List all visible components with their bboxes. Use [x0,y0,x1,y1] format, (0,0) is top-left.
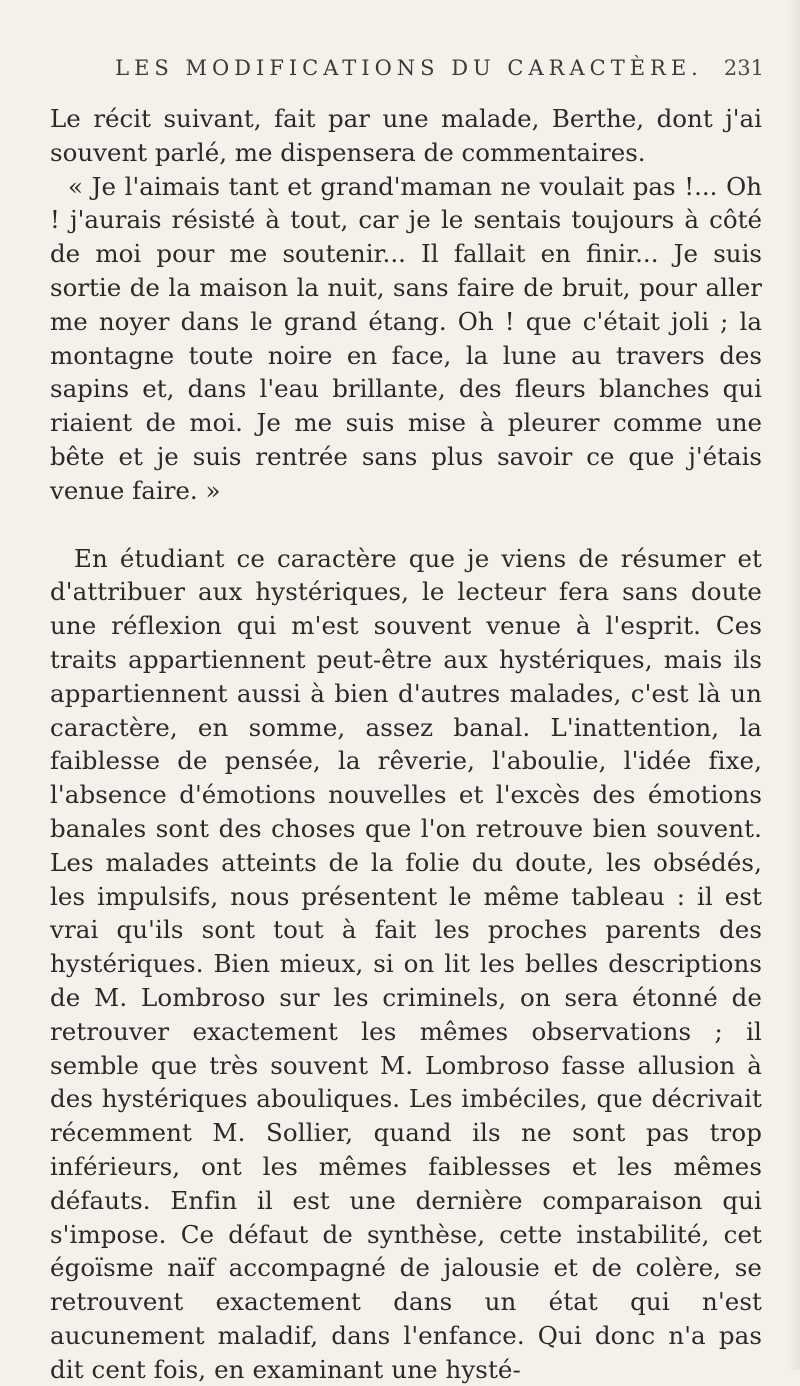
paragraph-main: En étudiant ce caractère que je viens de résumer et d'attribuer aux hystériques, le lecteur fera sans doute une réflexion qui m'est souvent venue à l'esprit. Ces traits appartiennent peut-être aux hystériques, mais ils appartiennent aussi à bien d'autres malades, c'est là un caractère, en somme, assez banal. L'inattention, la faiblesse de pensée, la rêverie, l'aboulie, l'idée fixe, l'absence d'émotions nouvelles et l'excès des émotions banales sont des choses que l'on retrouve bien souvent. Les malades atteints de la folie du doute, les obsédés, les impulsifs, nous présentent le même tableau : il est vrai qu'ils sont tout à fait les proches parents des hystériques. Bien mieux, si on lit les belles descriptions de M. Lombroso sur les criminels, on sera étonné de retrouver exactement les mêmes observations ; il semble que très souvent M. Lombroso fasse allusion à des hystériques abouliques. Les imbéciles, que décrivait récemment M. Sollier, quand ils ne sont pas trop inférieurs, ont les mêmes faiblesses et les mêmes défauts. Enfin il est une dernière comparaison qui s'impose. Ce défaut de synthèse, cette instabilité, cet égoïsme naïf accompagné de jalousie et de colère, se retrouvent exactement dans un état qui n'est aucunement maladif, dans l'enfance. Qui donc n'a pas dit cent fois, en examinant une hysté- [50,543,762,1384]
page-edge-shadow [786,0,800,1370]
paragraph-quote: « Je l'aimais tant et grand'maman ne voulait pas !... Oh ! j'aurais résisté à tout, car je le sentais toujours à côté de moi pour me soutenir... Il fallait en finir... Je suis sortie de la maison la nuit, sans faire de bruit, pour aller me noyer dans le grand étang. Oh ! que c'était joli ; la montagne toute noire en face, la lune au travers des sapins et, dans l'eau brillante, des fleurs blanches qui riaient de moi. Je me suis mise à pleurer comme une bête et je suis rentrée sans plus savoir ce que j'étais venue faire. » [50,171,762,505]
running-head [50,56,768,86]
paragraph-intro: Le récit suivant, fait par une malade, Berthe, dont j'ai souvent parlé, me dispensera de commentaires. [50,104,762,167]
running-title: LES MODIFICATIONS DU CARACTÈRE. [115,56,703,80]
book-page [50,0,768,1384]
body-text [50,102,762,1386]
page-number: 231 [723,56,764,80]
